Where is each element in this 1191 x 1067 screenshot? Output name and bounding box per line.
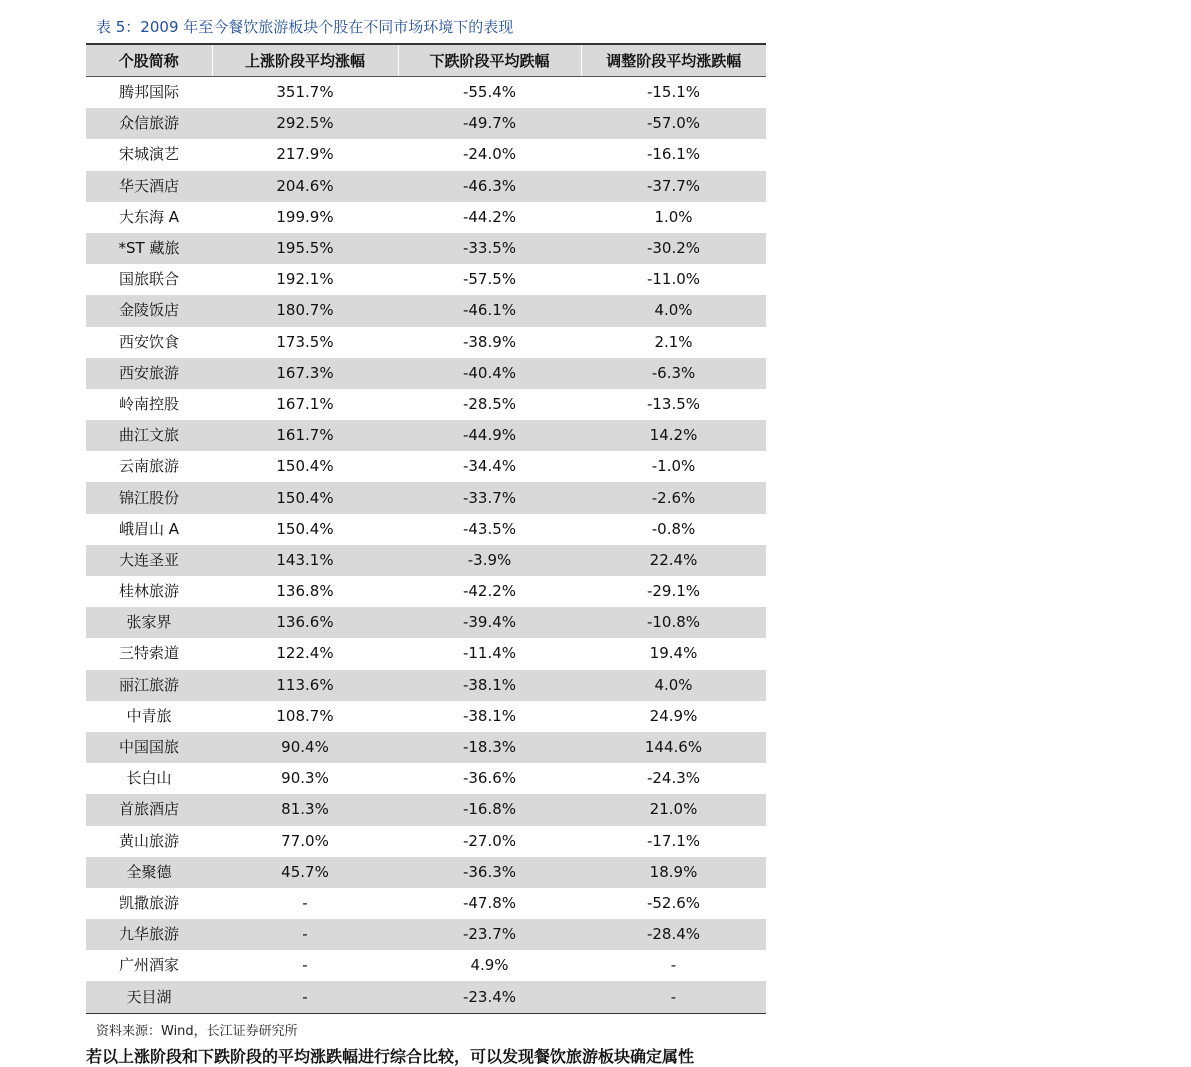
cell-rise-phase: 351.7% (276, 83, 334, 102)
cell-adjust-phase: 24.9% (649, 706, 698, 725)
cell-rise-phase: 292.5% (212, 108, 398, 139)
cell-stock-name: 中国国旅 (86, 732, 212, 763)
cell-stock-name: 首旅酒店 (86, 794, 212, 825)
cell-adjust-phase: 144.6% (581, 732, 766, 763)
header-adjust-phase: 调整阶段平均涨跌幅 (581, 44, 766, 77)
cell-fall-phase: -23.7% (398, 919, 581, 950)
table-row (86, 420, 766, 451)
cell-fall-phase: -16.8% (398, 794, 581, 825)
table-row (86, 233, 766, 264)
cell-adjust-phase: -16.1% (646, 145, 701, 164)
cell-rise-phase: - (212, 919, 398, 950)
performance-table (86, 43, 766, 1014)
cell-stock-name: 凯撒旅游 (118, 893, 179, 912)
table-row (86, 514, 766, 545)
header-stock-name: 个股简称 (86, 44, 212, 77)
cell-rise-phase: 113.6% (212, 670, 398, 701)
cell-adjust-phase: 19.4% (649, 644, 698, 663)
cell-stock-name: 三特索道 (118, 644, 179, 663)
cell-rise-phase: - (302, 956, 308, 975)
cell-rise-phase: 180.7% (212, 295, 398, 326)
table-row (86, 77, 766, 109)
cell-adjust-phase: 4.0% (581, 295, 766, 326)
table-row (86, 482, 766, 513)
table-row (86, 981, 766, 1013)
cell-stock-name: 西安旅游 (86, 358, 212, 389)
cell-rise-phase: 90.4% (212, 732, 398, 763)
table-row (86, 295, 766, 326)
cell-rise-phase: 150.4% (212, 482, 398, 513)
cell-stock-name: 大连圣亚 (86, 545, 212, 576)
cell-fall-phase: -42.2% (462, 582, 517, 601)
cell-stock-name: 黄山旅游 (118, 831, 179, 850)
cell-stock-name: 西安饮食 (118, 332, 179, 351)
cell-adjust-phase: -15.1% (646, 83, 701, 102)
cell-fall-phase: -18.3% (398, 732, 581, 763)
cell-fall-phase: -38.1% (398, 670, 581, 701)
cell-fall-phase: -33.7% (398, 482, 581, 513)
table-row (86, 732, 766, 763)
cell-adjust-phase: -28.4% (581, 919, 766, 950)
cell-adjust-phase: - (670, 956, 677, 975)
cell-rise-phase: 136.6% (212, 607, 398, 638)
cell-adjust-phase: -11.0% (646, 270, 701, 289)
cell-fall-phase: -44.9% (398, 420, 581, 451)
performance-table-container (86, 43, 766, 1014)
cell-adjust-phase: -13.5% (646, 394, 701, 413)
cell-rise-phase: 108.7% (276, 706, 334, 725)
cell-stock-name: 峨眉山 A (118, 519, 180, 538)
cell-stock-name: 天目湖 (86, 981, 212, 1013)
table-header-row (86, 44, 766, 77)
table-row (86, 763, 766, 794)
table-row (86, 701, 766, 732)
cell-rise-phase: 81.3% (212, 794, 398, 825)
cell-stock-name: 华天酒店 (86, 171, 212, 202)
cell-stock-name: 宋城演艺 (118, 145, 179, 164)
cell-fall-phase: -28.5% (462, 394, 517, 413)
cell-fall-phase: -11.4% (462, 644, 517, 663)
cell-stock-name: 曲江文旅 (86, 420, 212, 451)
cell-fall-phase: -34.4% (462, 457, 517, 476)
table-row (86, 264, 766, 295)
cell-rise-phase: 90.3% (281, 769, 329, 788)
cell-adjust-phase: -24.3% (646, 769, 701, 788)
cell-fall-phase: -57.5% (462, 270, 517, 289)
cell-rise-phase: 167.1% (276, 394, 334, 413)
table-row (86, 139, 766, 170)
cell-fall-phase: -24.0% (462, 145, 517, 164)
cell-stock-name: 九华旅游 (86, 919, 212, 950)
cell-stock-name: 腾邦国际 (118, 83, 179, 102)
cell-fall-phase: -36.3% (398, 857, 581, 888)
cell-stock-name: 岭南控股 (118, 394, 179, 413)
table-row (86, 202, 766, 233)
cell-rise-phase: - (302, 893, 308, 912)
table-row (86, 826, 766, 857)
cell-fall-phase: -40.4% (398, 358, 581, 389)
cell-stock-name: 全聚德 (86, 857, 212, 888)
cell-rise-phase: 45.7% (212, 857, 398, 888)
cell-stock-name: 金陵饭店 (86, 295, 212, 326)
cell-rise-phase: 150.4% (276, 457, 334, 476)
cell-stock-name: 长白山 (126, 769, 172, 788)
cell-fall-phase: -55.4% (462, 83, 517, 102)
cell-fall-phase: -47.8% (462, 893, 517, 912)
cell-fall-phase: -46.3% (398, 171, 581, 202)
cell-fall-phase: -49.7% (398, 108, 581, 139)
cell-adjust-phase: 18.9% (581, 857, 766, 888)
table-row (86, 670, 766, 701)
cell-fall-phase: -3.9% (398, 545, 581, 576)
table-caption: 表 5：2009 年至今餐饮旅游板块个股在不同市场环境下的表现 (96, 18, 514, 36)
cell-fall-phase: -23.4% (398, 981, 581, 1013)
cell-adjust-phase: 22.4% (581, 545, 766, 576)
cell-rise-phase: 217.9% (276, 145, 334, 164)
cell-rise-phase: 192.1% (276, 270, 334, 289)
cell-adjust-phase: 2.1% (654, 332, 693, 351)
cell-fall-phase: -43.5% (462, 519, 517, 538)
cell-rise-phase: 204.6% (212, 171, 398, 202)
cell-adjust-phase: -57.0% (581, 108, 766, 139)
cell-rise-phase: 167.3% (212, 358, 398, 389)
cell-stock-name: 国旅联合 (118, 270, 179, 289)
table-row (86, 389, 766, 420)
cell-adjust-phase: -10.8% (581, 607, 766, 638)
cell-stock-name: 大东海 A (118, 207, 180, 226)
cell-adjust-phase: -37.7% (581, 171, 766, 202)
cell-rise-phase: 173.5% (276, 332, 334, 351)
cell-fall-phase: -33.5% (398, 233, 581, 264)
cell-fall-phase: -27.0% (462, 831, 517, 850)
cell-adjust-phase: 14.2% (581, 420, 766, 451)
cell-adjust-phase: 1.0% (654, 207, 693, 226)
cell-rise-phase: 136.8% (276, 582, 334, 601)
table-row (86, 327, 766, 358)
table-row (86, 794, 766, 825)
cell-adjust-phase: -30.2% (581, 233, 766, 264)
table-row (86, 358, 766, 389)
cell-adjust-phase: - (581, 981, 766, 1013)
cell-adjust-phase: -0.8% (651, 519, 696, 538)
header-rise-phase: 上涨阶段平均涨幅 (212, 44, 398, 77)
table-row (86, 919, 766, 950)
cell-adjust-phase: -2.6% (581, 482, 766, 513)
table-row (86, 607, 766, 638)
cell-fall-phase: 4.9% (470, 956, 509, 975)
cell-stock-name: 锦江股份 (86, 482, 212, 513)
cell-adjust-phase: -17.1% (646, 831, 701, 850)
table-body (86, 77, 766, 1014)
cell-stock-name: 众信旅游 (86, 108, 212, 139)
cell-stock-name: 丽江旅游 (86, 670, 212, 701)
cell-adjust-phase: -29.1% (646, 582, 701, 601)
cell-stock-name: *ST 藏旅 (86, 233, 212, 264)
cell-rise-phase: 77.0% (281, 831, 329, 850)
table-row (86, 576, 766, 607)
cell-adjust-phase: 4.0% (581, 670, 766, 701)
cell-fall-phase: -36.6% (462, 769, 517, 788)
cell-rise-phase: 195.5% (212, 233, 398, 264)
header-fall-phase: 下跌阶段平均跌幅 (398, 44, 581, 77)
cell-stock-name: 张家界 (86, 607, 212, 638)
table-row (86, 171, 766, 202)
cell-stock-name: 广州酒家 (118, 956, 179, 975)
cell-adjust-phase: -52.6% (646, 893, 701, 912)
cell-adjust-phase: 21.0% (581, 794, 766, 825)
cell-rise-phase: 122.4% (276, 644, 334, 663)
cell-rise-phase: - (212, 981, 398, 1013)
table-row (86, 888, 766, 919)
source-note: 资料来源：Wind，长江证券研究所 (96, 1024, 298, 1039)
cell-rise-phase: 199.9% (276, 207, 334, 226)
cell-adjust-phase: -1.0% (651, 457, 696, 476)
table-row (86, 451, 766, 482)
cell-rise-phase: 150.4% (276, 519, 334, 538)
cell-fall-phase: -38.1% (462, 706, 517, 725)
cell-rise-phase: 143.1% (212, 545, 398, 576)
body-paragraph: 若以上涨阶段和下跌阶段的平均涨跌幅进行综合比较，可以发现餐饮旅游板块确定属性 (86, 1047, 695, 1066)
cell-fall-phase: -38.9% (462, 332, 517, 351)
cell-fall-phase: -39.4% (398, 607, 581, 638)
cell-stock-name: 桂林旅游 (118, 582, 179, 601)
table-row (86, 545, 766, 576)
cell-fall-phase: -44.2% (462, 207, 517, 226)
cell-stock-name: 中青旅 (126, 706, 172, 725)
cell-rise-phase: 161.7% (212, 420, 398, 451)
table-row (86, 950, 766, 981)
table-row (86, 108, 766, 139)
cell-adjust-phase: -6.3% (581, 358, 766, 389)
cell-stock-name: 云南旅游 (118, 457, 179, 476)
table-row (86, 638, 766, 669)
table-row (86, 857, 766, 888)
cell-fall-phase: -46.1% (398, 295, 581, 326)
